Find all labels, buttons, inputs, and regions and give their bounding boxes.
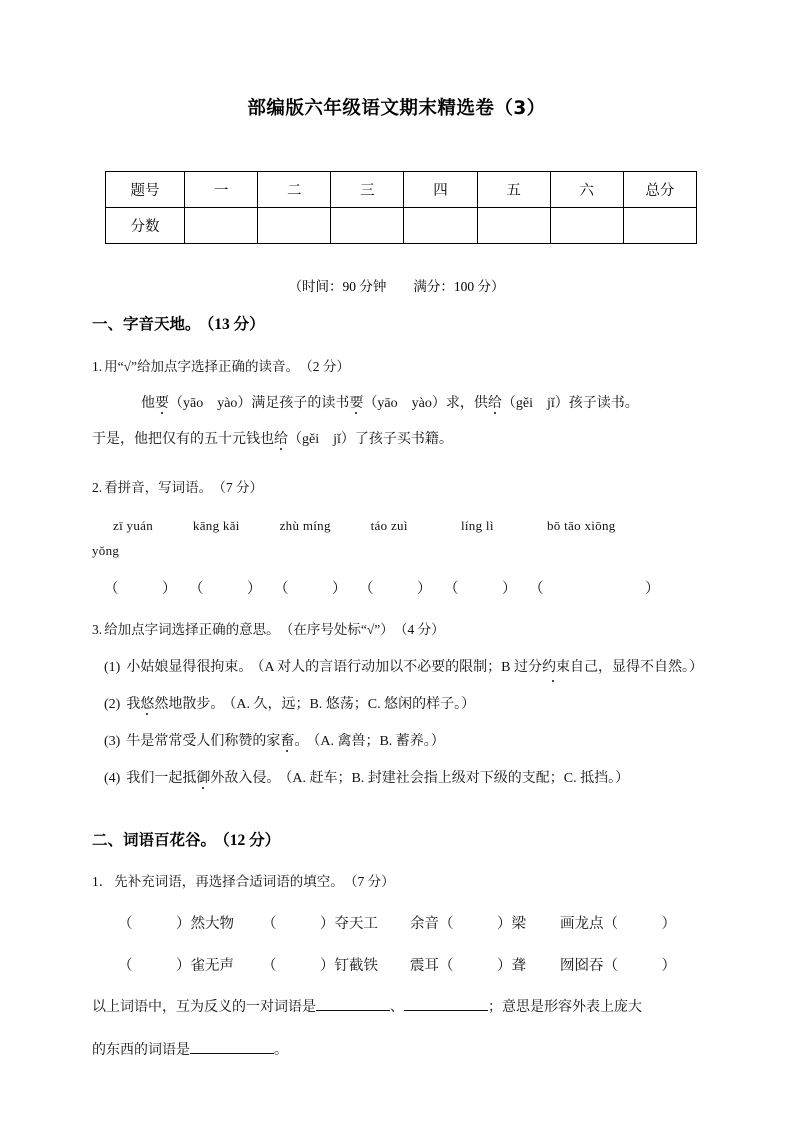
summary-blank-2[interactable] bbox=[404, 1010, 488, 1011]
body-text-e: （yāo yào）求，供 bbox=[363, 396, 488, 411]
idiom-1-3[interactable]: 余音（ ）梁 bbox=[410, 916, 526, 932]
question-1-3-hint: （在序号处标“√”） bbox=[286, 622, 394, 637]
item-4-index: (4) bbox=[104, 771, 121, 786]
item-4-sentence-a: 我们一起抵 bbox=[126, 771, 197, 786]
section-heading-2 bbox=[92, 828, 280, 853]
item-1-index: (1) bbox=[104, 660, 121, 675]
exam-info-line: （时间：90 分钟 满分：100 分） bbox=[288, 279, 505, 294]
table-header-cell-3: 三 bbox=[331, 172, 404, 208]
item-2-sentence-b: 然地散步。 bbox=[154, 697, 225, 712]
idiom-2-2[interactable]: （ ）钉截铁 bbox=[262, 958, 378, 974]
page-title: 部编版六年级语文期末精选卷（3） bbox=[247, 98, 546, 119]
question-1-2-text: 看拼音，写词语。 bbox=[104, 480, 213, 495]
dotted-char-yao-1: 要 bbox=[155, 396, 169, 411]
question-1-3-item-2 bbox=[104, 694, 475, 716]
body-text-g: （gěi jǐ）孩子读书。 bbox=[501, 396, 639, 411]
question-2-1-text: 先补充词语，再选择合适词语的填空。 bbox=[114, 874, 344, 889]
body-text-a: 他 bbox=[141, 396, 155, 411]
question-1-1-points: （2 分） bbox=[306, 359, 350, 374]
table-row-label-score: 分数 bbox=[106, 208, 185, 244]
section-2-points: （12 分） bbox=[222, 832, 281, 849]
question-1-1-prompt bbox=[92, 357, 350, 378]
question-1-3-item-1 bbox=[104, 657, 703, 679]
table-row-scores bbox=[106, 208, 697, 244]
score-cell-2[interactable] bbox=[258, 208, 331, 244]
question-1-1-text: 用“√”给加点字选择正确的读音。 bbox=[104, 359, 300, 374]
item-2-index: (2) bbox=[104, 697, 121, 712]
item-1-dotted-word: 拘束 bbox=[210, 660, 239, 675]
idiom-1-4[interactable]: 画龙点（ ） bbox=[560, 916, 676, 932]
section-heading-1 bbox=[92, 312, 265, 337]
answer-bracket-3[interactable]: （ ） bbox=[274, 581, 347, 597]
dotted-char-gei-2: 给 bbox=[274, 432, 288, 447]
summary-blank-1[interactable] bbox=[316, 1010, 390, 1011]
question-2-1-prompt bbox=[92, 872, 395, 893]
answer-bracket-1[interactable]: （ ） bbox=[104, 581, 177, 597]
answer-bracket-4[interactable]: （ ） bbox=[359, 581, 432, 597]
section-1-points: （13 分） bbox=[206, 316, 265, 333]
score-cell-5[interactable] bbox=[477, 208, 550, 244]
pinyin-line-2: yǒng bbox=[92, 543, 120, 558]
dotted-char-yao-2: 要 bbox=[349, 396, 364, 411]
body2-text-c: （gěi jǐ）了孩子买书籍。 bbox=[288, 432, 453, 447]
question-2-1-points: （7 分） bbox=[350, 874, 395, 889]
item-4-sentence-b: 外敌入侵。 bbox=[210, 771, 281, 786]
answer-bracket-2[interactable]: （ ） bbox=[189, 581, 262, 597]
table-header-cell-4: 四 bbox=[404, 172, 477, 208]
item-2-options[interactable]: （A. 久，远；B. 悠荡；C. 悠闲的样子。） bbox=[229, 697, 476, 712]
score-cell-4[interactable] bbox=[404, 208, 477, 244]
summary-text-a: 以上词语中，互为反义的一对词语是 bbox=[92, 1000, 316, 1015]
question-1-1-number: 1. bbox=[92, 359, 103, 374]
question-1-3-text: 给加点字词选择正确的意思。 bbox=[104, 622, 280, 637]
summary-text-c: 的东西的词语是 bbox=[92, 1043, 190, 1058]
section-2-title: 二、词语百花谷。 bbox=[92, 831, 217, 849]
score-table bbox=[105, 171, 697, 244]
item-2-sentence-a: 我 bbox=[126, 697, 141, 712]
idiom-row-2 bbox=[118, 955, 676, 977]
table-header-cell-2: 二 bbox=[258, 172, 331, 208]
idiom-1-2[interactable]: （ ）夺天工 bbox=[262, 916, 378, 932]
table-header-cell-1: 一 bbox=[185, 172, 258, 208]
body2-text-a: 于是，他把仅有的五十元钱也 bbox=[92, 432, 274, 447]
table-header-cell-5: 五 bbox=[477, 172, 550, 208]
score-cell-6[interactable] bbox=[550, 208, 623, 244]
idiom-summary-line-2 bbox=[92, 1040, 288, 1062]
score-cell-3[interactable] bbox=[331, 208, 404, 244]
summary-blank-3[interactable] bbox=[190, 1053, 274, 1054]
summary-separator: 、 bbox=[390, 1000, 404, 1015]
item-3-index: (3) bbox=[104, 734, 121, 749]
question-1-3-number: 3. bbox=[92, 622, 103, 637]
pinyin-line-1: zī yuán kāng kǎi zhù míng táo zuì líng lì bō tāo xiōng bbox=[113, 518, 616, 533]
table-row-header bbox=[106, 172, 697, 208]
idiom-1-1[interactable]: （ ）然大物 bbox=[118, 916, 234, 932]
question-1-3-points: （4 分） bbox=[400, 622, 445, 637]
question-1-1-body-line-1 bbox=[141, 393, 639, 415]
item-3-dotted-word: 畜 bbox=[280, 734, 295, 749]
body-text-c: （yāo yào）满足孩子的读书 bbox=[169, 396, 350, 411]
summary-text-b: ；意思是形容外表上庞大 bbox=[488, 1000, 642, 1015]
idiom-2-3[interactable]: 震耳（ ）聋 bbox=[410, 958, 526, 974]
section-1-title: 一、字音天地。 bbox=[92, 315, 201, 333]
score-cell-1[interactable] bbox=[185, 208, 258, 244]
item-3-options[interactable]: （A. 禽兽；B. 蓄养。） bbox=[313, 734, 445, 749]
question-1-2-points: （7 分） bbox=[219, 480, 263, 495]
question-1-3-item-4 bbox=[104, 768, 629, 790]
answer-bracket-6[interactable]: （ ） bbox=[529, 581, 660, 597]
question-1-2-number: 2. bbox=[92, 480, 103, 495]
item-3-sentence-a: 牛是常常受人们称赞的家 bbox=[126, 734, 281, 749]
idiom-2-1[interactable]: （ ）雀无声 bbox=[118, 958, 234, 974]
table-header-cell-total: 总分 bbox=[623, 172, 696, 208]
summary-text-d: 。 bbox=[274, 1043, 288, 1058]
dotted-char-gei-1: 给 bbox=[487, 396, 502, 411]
item-1-sentence-a: 小姑娘显得很 bbox=[126, 660, 211, 675]
table-header-cell-6: 六 bbox=[550, 172, 623, 208]
item-4-options[interactable]: （A. 赶车；B. 封建社会指上级对下级的支配；C. 抵挡。） bbox=[285, 771, 630, 786]
idiom-row-1 bbox=[118, 913, 676, 935]
answer-bracket-row bbox=[104, 578, 660, 600]
item-2-dotted-word: 悠 bbox=[140, 697, 155, 712]
question-1-3-prompt bbox=[92, 620, 445, 641]
answer-bracket-5[interactable]: （ ） bbox=[444, 581, 517, 597]
question-2-1-number: 1． bbox=[92, 874, 113, 889]
item-1-options[interactable]: （A 对人的言语行动加以不必要的限制；B 过分约束自己，显得不自然。） bbox=[257, 660, 704, 675]
question-1-1-body-line-2 bbox=[92, 429, 453, 451]
question-1-2-prompt bbox=[92, 478, 263, 499]
question-1-3-item-3 bbox=[104, 731, 445, 753]
table-header-label: 题号 bbox=[106, 172, 185, 208]
idiom-2-4[interactable]: 囫囵吞（ ） bbox=[560, 958, 676, 974]
item-3-sentence-b: 。 bbox=[294, 734, 309, 749]
idiom-summary-line-1 bbox=[92, 997, 642, 1019]
item-4-dotted-word: 御 bbox=[196, 771, 211, 786]
score-cell-total[interactable] bbox=[623, 208, 696, 244]
item-1-sentence-b: 。 bbox=[238, 660, 253, 675]
